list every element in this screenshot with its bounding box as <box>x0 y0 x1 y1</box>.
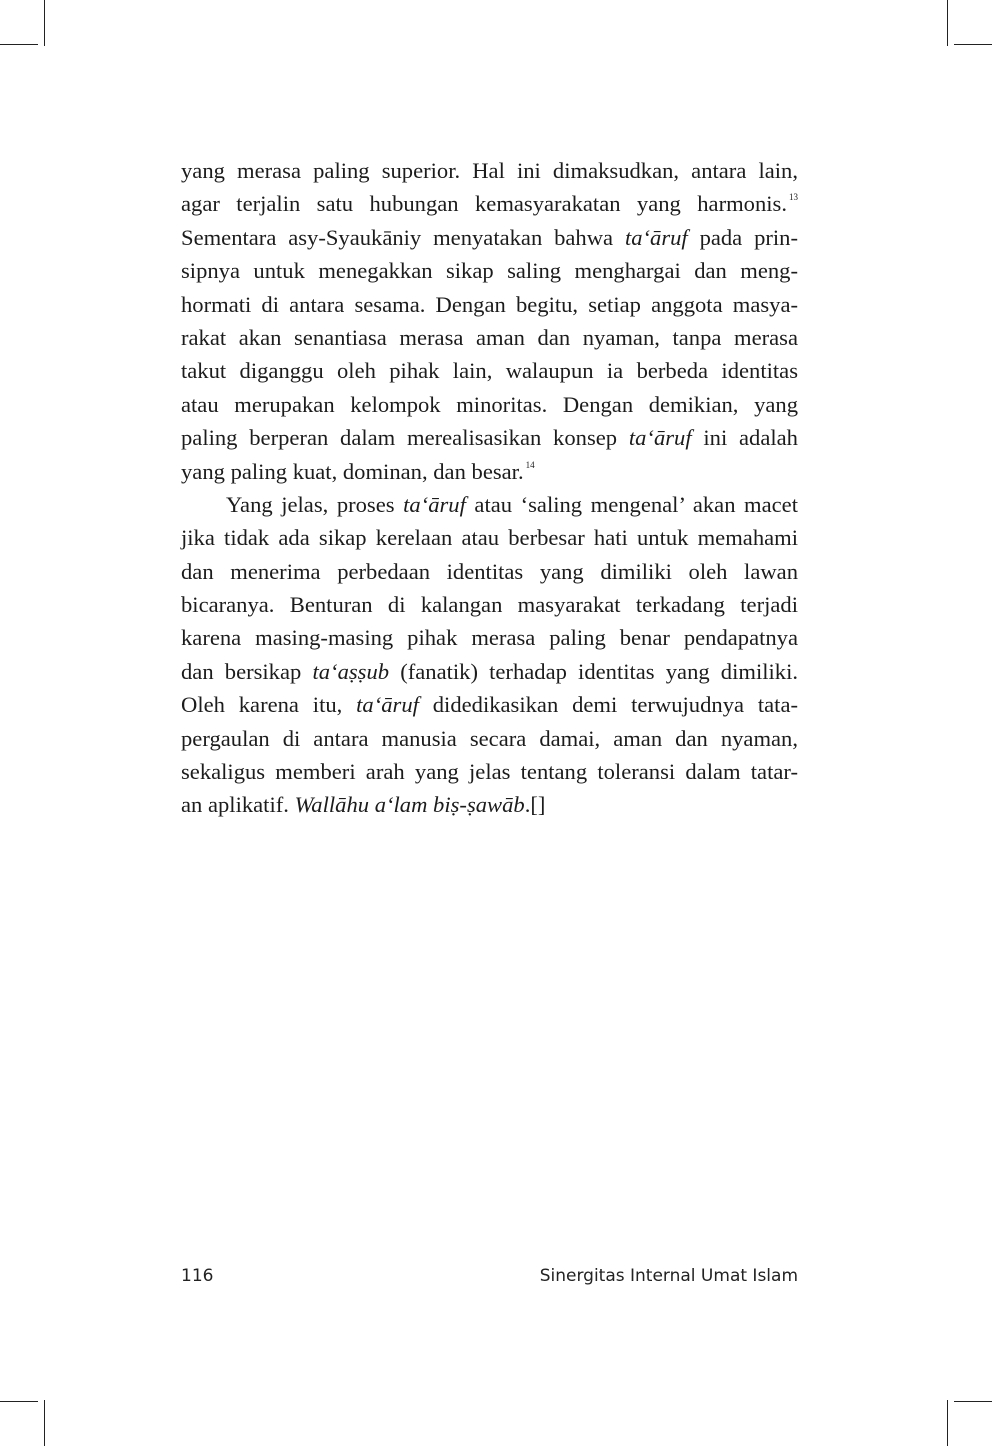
running-title: Sinergitas Internal Umat Islam <box>539 1266 798 1286</box>
text-line: yang merasa paling superior. Hal ini dimaksudkan, antara lain, <box>181 158 798 183</box>
crop-mark-top-right-vertical <box>947 0 948 46</box>
text-line: takut diganggu oleh pihak lain, walaupun ia berbeda identitas <box>181 358 798 384</box>
text-line: atau merupakan kelompok minoritas. Dengan demikian, yang <box>181 391 798 417</box>
text-line: hormati di antara sesama. Dengan begitu, setiap anggota masya- <box>181 291 798 317</box>
text-line: Sementara asy-Syaukāniy menyatakan bahwa ta‘āruf pada prin- <box>181 224 798 250</box>
text-line: sipnya untuk menegakkan sikap saling menghargai dan meng- <box>181 258 798 284</box>
crop-mark-bottom-left-vertical <box>44 1400 45 1446</box>
crop-mark-top-left-vertical <box>44 0 45 46</box>
text-line: paling berperan dalam merealisasikan konsep ta‘āruf ini adalah <box>181 425 798 451</box>
text-line: rakat akan senantiasa merasa aman dan nyaman, tanpa merasa <box>181 324 798 350</box>
footnote-ref-13: 13 <box>789 192 798 203</box>
text-line: Oleh karena itu, ta‘āruf didedikasikan demi terwujudnya tata- <box>181 692 798 718</box>
page-number: 116 <box>181 1266 214 1286</box>
crop-mark-bottom-right-vertical <box>947 1400 948 1446</box>
paragraph-2 <box>181 488 798 822</box>
page-footer <box>181 1266 798 1292</box>
footnote-ref-14: 14 <box>525 459 535 470</box>
text-line: karena masing-masing pihak merasa paling benar pendapatnya <box>181 625 798 651</box>
text-line: dan bersikap ta‘aṣṣub (fanatik) terhadap identitas yang dimiliki. <box>181 658 799 684</box>
text-line: agar terjalin satu hubungan kemasyarakatan yang harmonis. $^{13}$ <box>181 191 798 217</box>
crop-mark-top-right-horizontal <box>954 44 992 45</box>
crop-mark-bottom-right-horizontal <box>954 1401 992 1402</box>
text-line: an aplikatif. Wallāhu a‘lam biṣ-ṣawāb.[] <box>181 792 546 818</box>
text-line: yang paling kuat, dominan, dan besar. $^{14}$ <box>181 458 535 484</box>
crop-mark-top-left-horizontal <box>0 44 38 45</box>
text-line: sekaligus memberi arah yang jelas tentang toleransi dalam tatar- <box>181 759 798 785</box>
text-line: bicaranya. Benturan di kalangan masyarakat terkadang terjadi <box>181 592 798 618</box>
text-line: dan menerima perbedaan identitas yang dimiliki oleh lawan <box>181 558 798 584</box>
text-line: jika tidak ada sikap kerelaan atau berbesar hati untuk memahami <box>181 525 798 551</box>
body-text <box>181 154 798 822</box>
paragraph-1 <box>181 154 798 488</box>
text-line: pergaulan di antara manusia secara damai, aman dan nyaman, <box>181 725 798 751</box>
text-line: Yang jelas, proses ta‘āruf atau ‘saling mengenal’ akan macet <box>226 491 798 517</box>
crop-mark-bottom-left-horizontal <box>0 1401 38 1402</box>
